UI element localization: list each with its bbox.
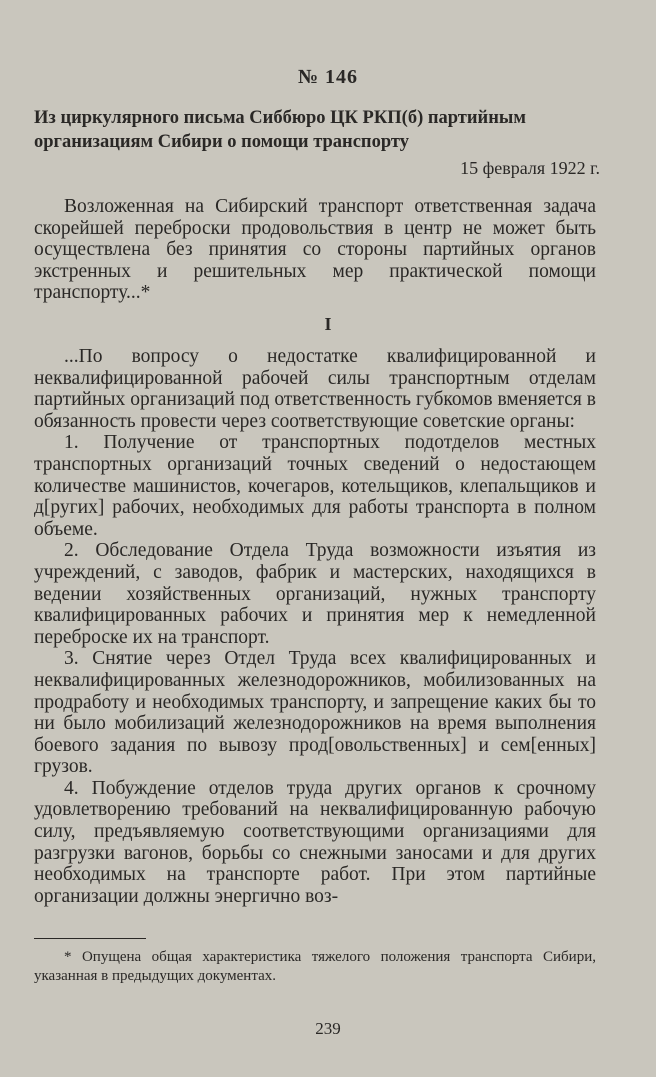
list-item: 2. Обследование Отдела Труда возможности изъятия из учреждений, с заводов, фабрик и мастерских, находящихся в ведении хозяйственных организаций, нужных транспорту квалифицированных рабочих и принятия мер к немедленной переброске их на транспорт.	[34, 540, 596, 648]
footnote-text: * Опущена общая характеристика тяжелого положения транспорта Сибири, указанная в предыдущих документах.	[34, 949, 596, 984]
page-number: 239	[315, 1019, 341, 1038]
footnote-divider	[34, 938, 146, 939]
section-numeral: I	[324, 314, 332, 334]
intro-paragraph: Возложенная на Сибирский транспорт ответственная задача скорейшей переброски продовольствия в центр не может быть осуществлена без принятия со стороны партийных органов экстренных и решительных мер практической помощи транспорту...*	[34, 196, 596, 304]
list-item: 1. Получение от транспортных подотделов местных транспортных организаций точных сведений о недостающем количестве машинистов, кочегаров, котельщиков, клепальщиков и д[ругих] рабочих, необходимых для работы транспорта в полном объеме.	[34, 432, 596, 540]
list-item: 3. Снятие через Отдел Труда всех квалифицированных и неквалифицированных железнодорожников, мобилизованных на продработу и необходимых транспорту, и запрещение каких бы то ни было мобилизаций железнодорожников на время выполнения боевого задания по вывозу прод[овольственных] и сем[енных] грузов.	[34, 648, 596, 778]
section-lead-paragraph: ...По вопросу о недостатке квалифицированной и неквалифицированной рабочей силы транспортным отделам партийных организаций под ответственность губкомов вменяется в обязанность провести через соответствующие советские органы:	[34, 346, 596, 432]
section-body	[34, 346, 596, 907]
footnote	[34, 948, 596, 986]
document-number: № 146	[297, 66, 359, 88]
document-date: 15 февраля 1922 г.	[460, 158, 600, 178]
document-title: Из циркулярного письма Сиббюро ЦК РКП(б) партийным организациям Сибири о помощи транспорту	[34, 108, 526, 152]
list-item: 4. Побуждение отделов труда других органов к срочному удовлетворению требований на неквалифицированную рабочую силу, предъявляемую соответствующими организациями для разгрузки вагонов, борьбы со снежными заносами и для других необходимых на транспорте работ. При этом партийные организации должны энергично воз-	[34, 777, 596, 907]
intro-block	[34, 196, 596, 304]
